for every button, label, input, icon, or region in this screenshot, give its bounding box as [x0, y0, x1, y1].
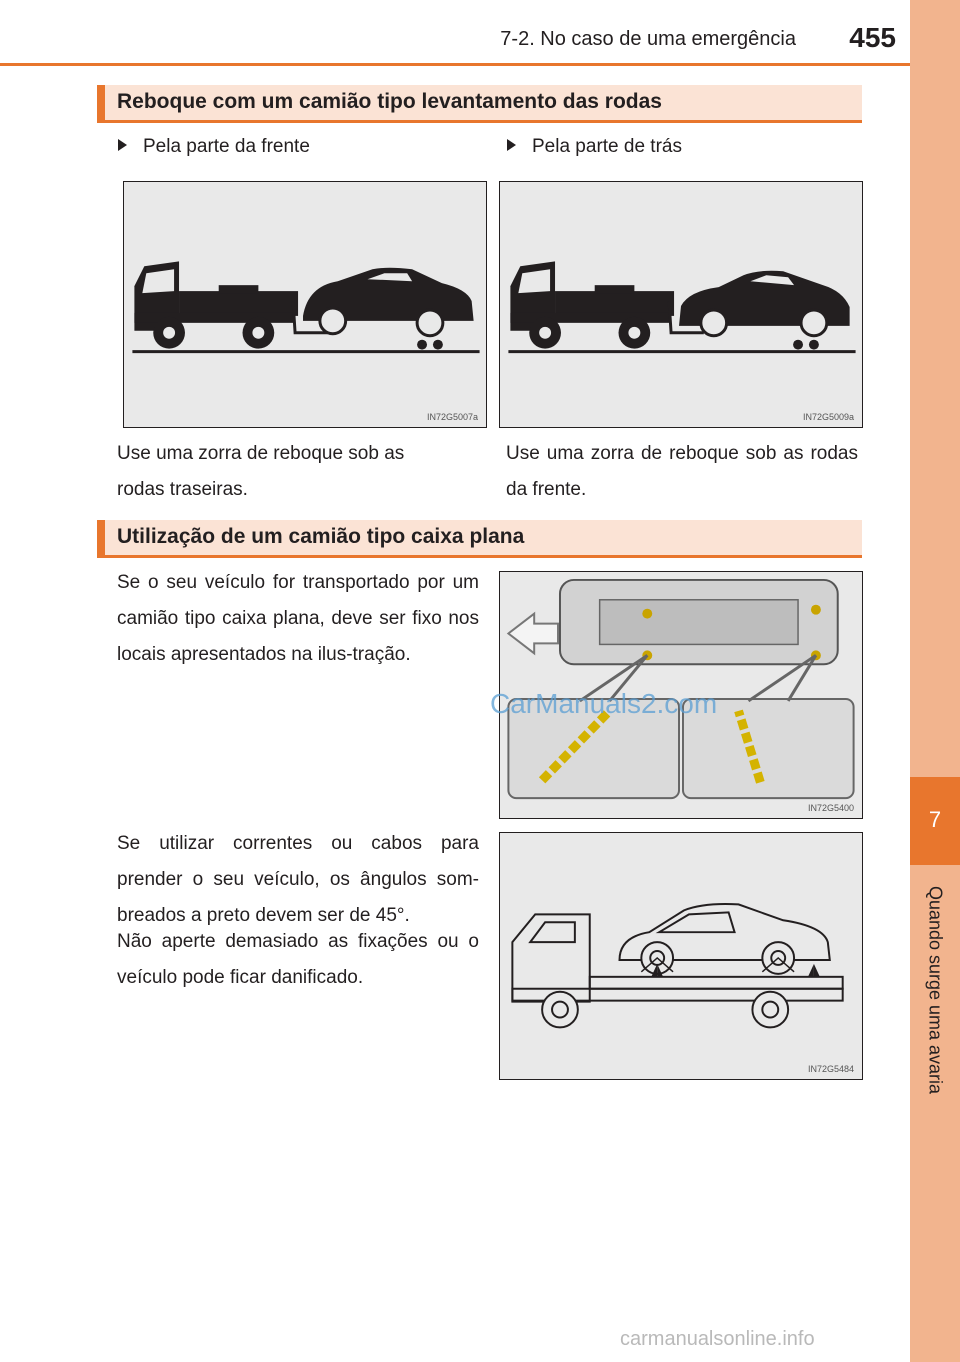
bullet-arrow-icon — [507, 139, 516, 151]
flatbed-truck-illustration — [500, 833, 862, 1079]
tow-truck-front-illustration — [124, 182, 486, 427]
tow-truck-rear-illustration — [500, 182, 862, 427]
bullet-front-text: Pela parte da frente — [143, 136, 310, 157]
figure-code: IN72G5400 — [807, 803, 854, 813]
paragraph-flatbed-intro: Se o seu veículo for transportado por um camião tipo caixa plana, deve ser fixo nos locais apresentados na ilus-tração. — [117, 572, 479, 665]
figure-tow-front — [123, 181, 487, 428]
page-number: 455 — [849, 22, 896, 53]
figure-code: IN72G5007a — [426, 412, 478, 422]
bullet-front — [118, 136, 310, 158]
watermark-text: CarManuals2.com — [490, 688, 718, 719]
paragraph-chains: Se utilizar correntes ou cabos para prender o seu veículo, os ângulos som-breados a preto devem ser de 45°. — [117, 833, 479, 926]
paragraph-fixings: Não aperte demasiado as fixações ou o veículo pode ficar danificado. — [117, 931, 479, 988]
figure-flatbed-truck — [499, 832, 863, 1080]
chapter-number-tab[interactable]: 7 — [910, 777, 960, 865]
section-heading-text: Utilização de um camião tipo caixa plana — [117, 525, 525, 548]
caption-rear: Use uma zorra de reboque sob as rodas da frente. — [506, 443, 858, 500]
caption-front: Use uma zorra de reboque sob as rodas traseiras. — [117, 443, 405, 500]
bullet-rear — [507, 136, 682, 158]
bullet-rear-text: Pela parte de trás — [532, 136, 682, 157]
side-tab — [910, 0, 960, 1362]
figure-tow-rear — [499, 181, 863, 428]
figure-code: IN72G5484 — [807, 1064, 854, 1074]
section-heading-text: Reboque com um camião tipo levantamento das rodas — [117, 90, 662, 113]
footer-watermark: carmanualsonline.info — [620, 1328, 815, 1350]
chapter-label: Quando surge uma avaria — [925, 885, 946, 1095]
section-heading-flatbed — [97, 520, 862, 558]
bullet-arrow-icon — [118, 139, 127, 151]
section-heading-wheel-lift — [97, 85, 862, 123]
header-rule — [0, 63, 910, 66]
figure-code: IN72G5009a — [802, 412, 854, 422]
header-title: 7-2. No caso de uma emergência — [500, 28, 796, 50]
